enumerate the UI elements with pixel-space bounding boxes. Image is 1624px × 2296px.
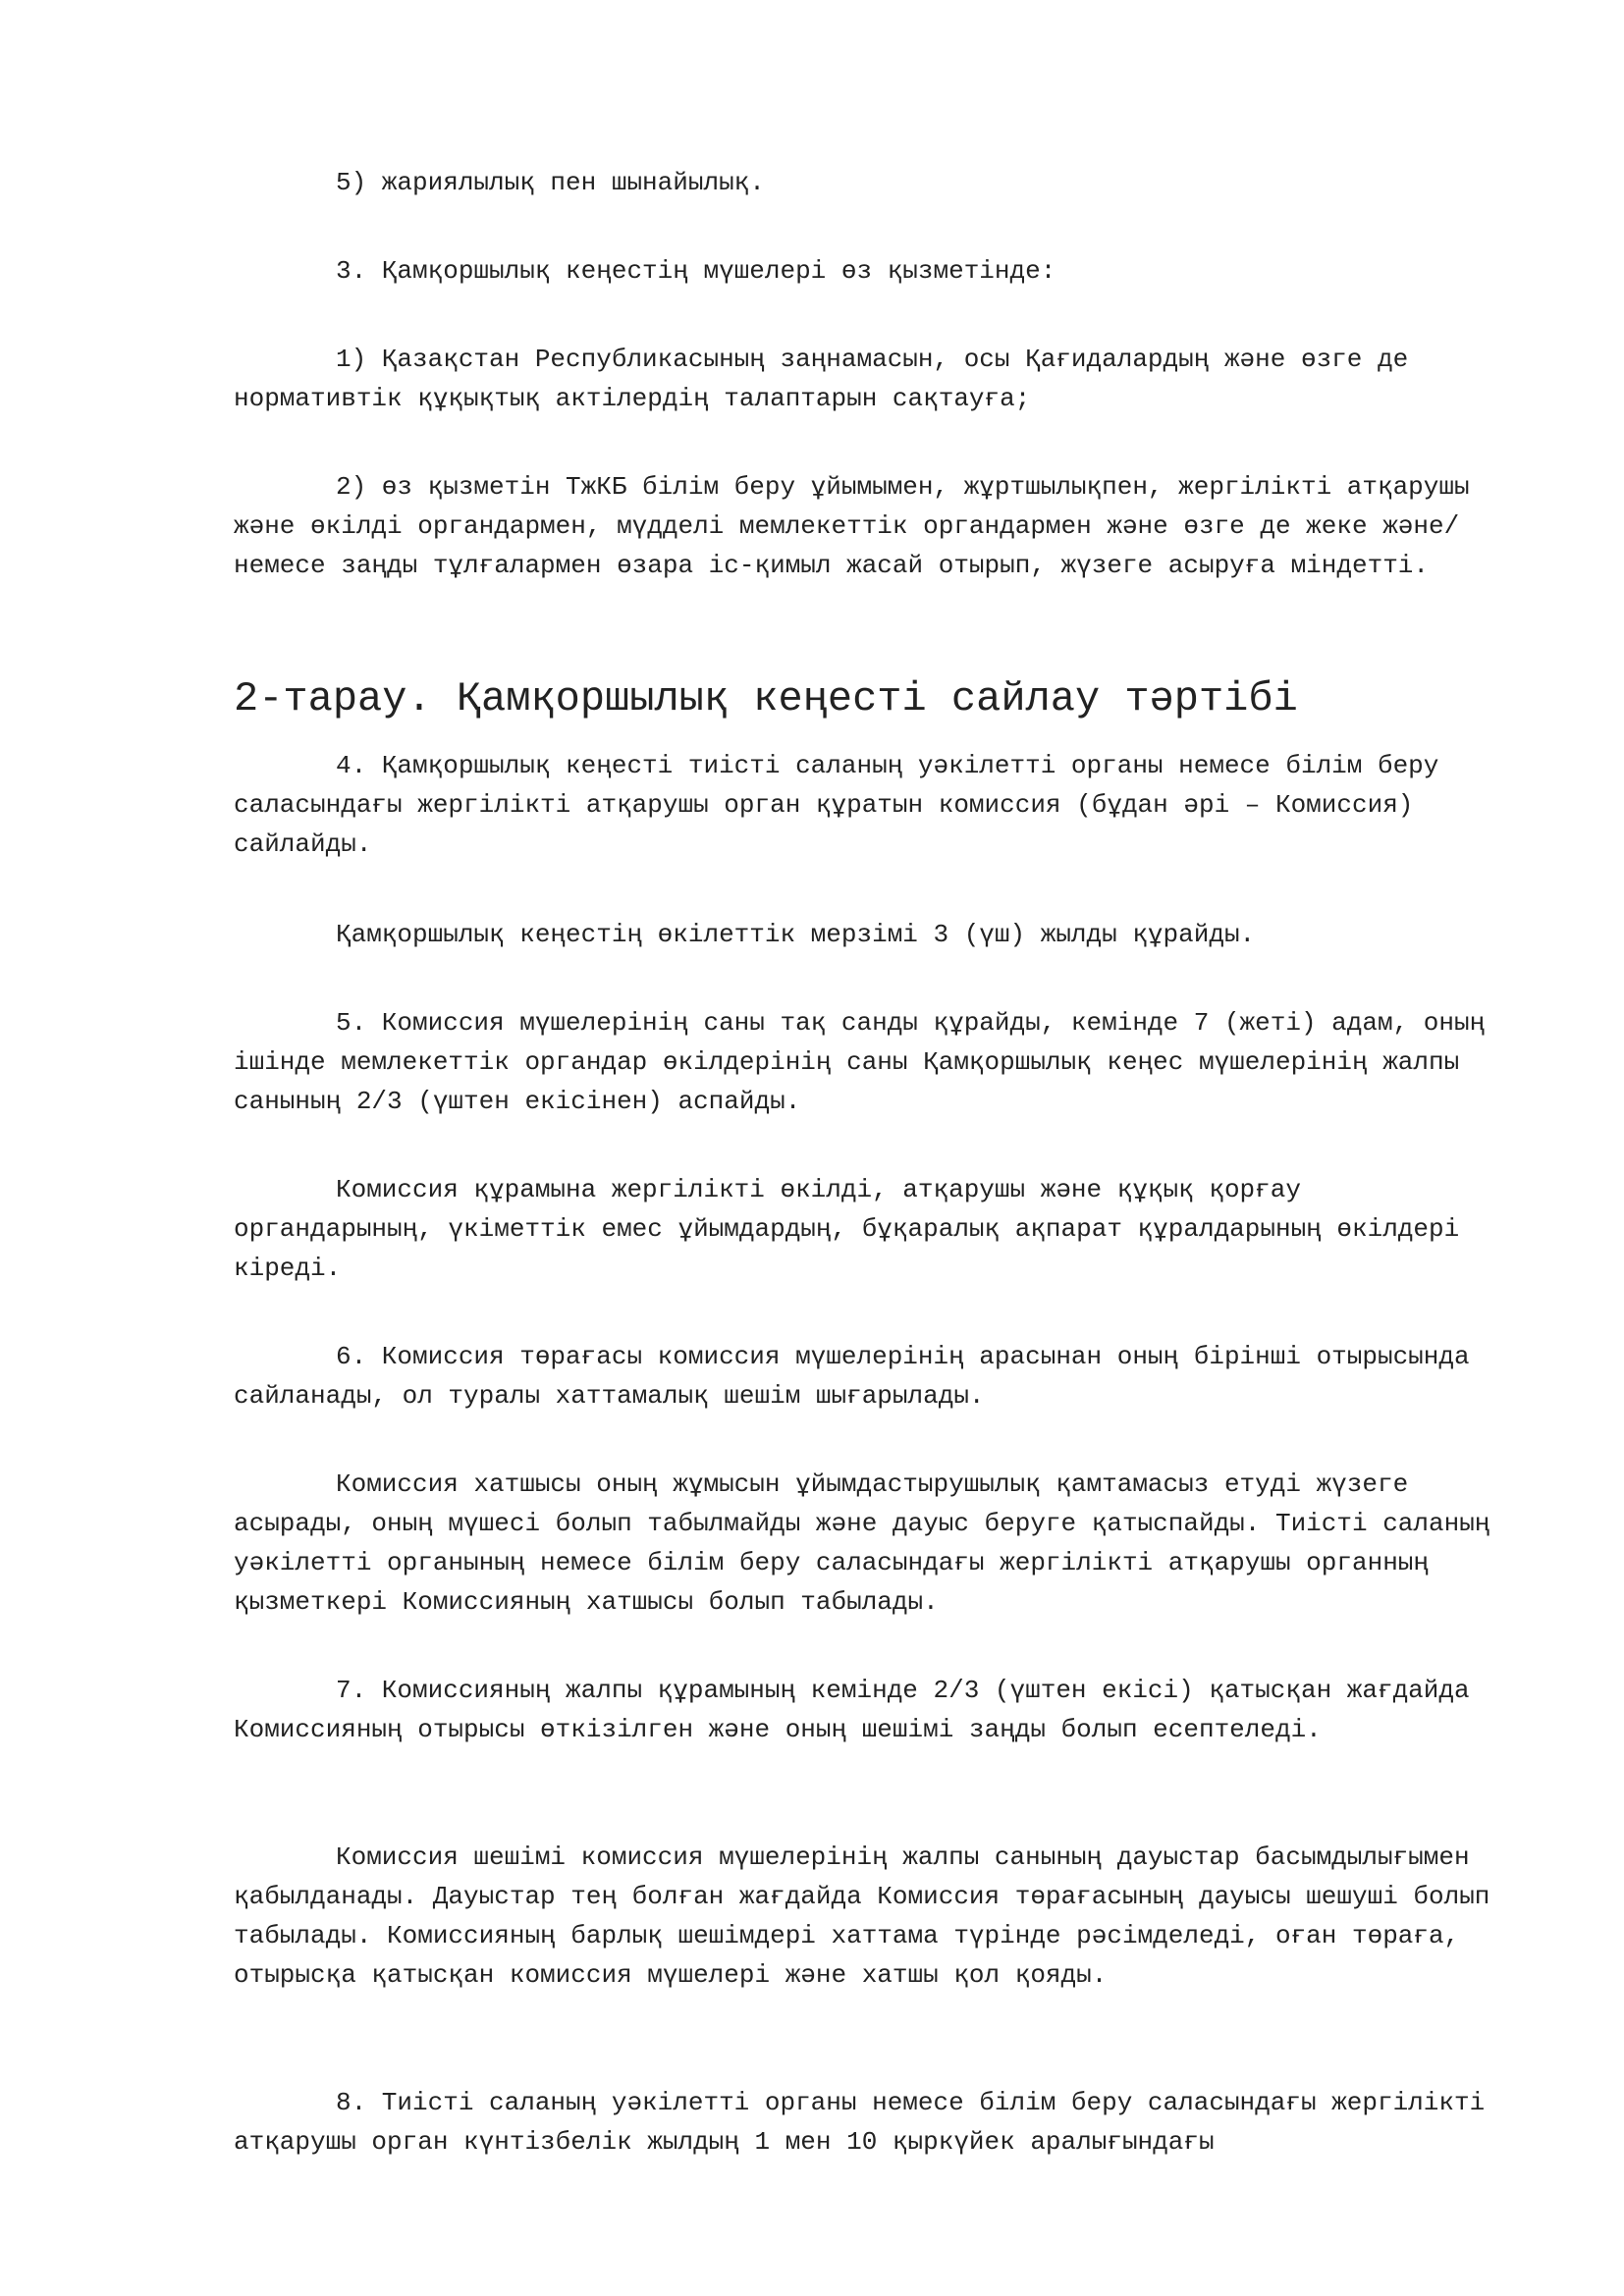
- paragraph-commission-composition: Комиссия құрамына жергілікті өкілді, атқарушы және құқық қорғау органдарының, үкіметтік емес ұйымдардың, бұқаралық ақпарат құралдарының өкілдері кіреді.: [234, 1175, 1460, 1283]
- chapter-heading: 2-тарау. Қамқоршылық кеңесті сайлау тәртібі: [234, 675, 1298, 722]
- paragraph-item-5: 5) жариялылық пен шынайылық.: [336, 168, 765, 197]
- paragraph-term-duration: Қамқоршылық кеңестің өкілеттік мерзімі 3 (үш) жылды құрайды.: [336, 920, 1256, 949]
- paragraph-clause-4: 4. Қамқоршылық кеңесті тиісті саланың уәкілетті органы немесе білім беру саласындағы жергілікті атқарушы орган құратын комиссия (бұдан әрі – Комиссия) сайлайды.: [234, 751, 1439, 859]
- paragraph-clause-8: 8. Тиісті саланың уәкілетті органы немесе білім беру саласындағы жергілікті атқарушы орган күнтізбелік жылдың 1 мен 10 қыркүйек аралығындағы: [234, 2088, 1486, 2157]
- paragraph-item-1: 1) Қазақстан Республикасының заңнамасын, осы Қағидалардың және өзге де нормативтік құқықтық актілердің талаптарын сақтауға;: [234, 345, 1409, 413]
- paragraph-clause-7: 7. Комиссияның жалпы құрамының кемінде 2/3 (үштен екісі) қатысқан жағдайда Комиссияның отырысы өткізілген және оның шешімі заңды болып есептеледі.: [234, 1676, 1470, 1744]
- paragraph-item-2: 2) өз қызметін ТжКБ білім беру ұйымымен, жұртшылықпен, жергілікті атқарушы және өкілді органдармен, мүдделі мемлекеттік органдармен және өзге де жеке және/немесе заңды тұлғалармен өзара іс-қимыл жасай отырып, жүзеге асыруға міндетті.: [234, 472, 1470, 580]
- paragraph-commission-secretary: Комиссия хатшысы оның жұмысын ұйымдастырушылық қамтамасыз етуді жүзеге асырады, оның мүшесі болып табылмайды және дауыс беруге қатыспайды. Тиісті саланың уәкілетті органының немесе білім беру саласындағы жергілікті атқарушы органның қызметкері Комиссияның хатшысы болып табылады.: [234, 1469, 1490, 1617]
- paragraph-clause-6: 6. Комиссия төрағасы комиссия мүшелерінің арасынан оның бірінші отырысында сайланады, ол туралы хаттамалық шешім шығарылады.: [234, 1342, 1470, 1411]
- paragraph-commission-decision: Комиссия шешімі комиссия мүшелерінің жалпы санының дауыстар басымдылығымен қабылданады. Дауыстар тең болған жағдайда Комиссия төрағасының дауысы шешуші болып табылады. Комиссияның барлық шешімдері хаттама түрінде рәсімделеді, оған төраға, отырысқа қатысқан комиссия мүшелері және хатшы қол қояды.: [234, 1842, 1490, 1990]
- paragraph-clause-3: 3. Қамқоршылық кеңестің мүшелері өз қызметінде:: [336, 256, 1056, 286]
- paragraph-clause-5: 5. Комиссия мүшелерінің саны тақ санды құрайды, кемінде 7 (жеті) адам, оның ішінде мемлекеттік органдар өкілдерінің саны Қамқоршылық кеңес мүшелерінің жалпы санының 2/3 (үштен екісінен) аспайды.: [234, 1008, 1486, 1116]
